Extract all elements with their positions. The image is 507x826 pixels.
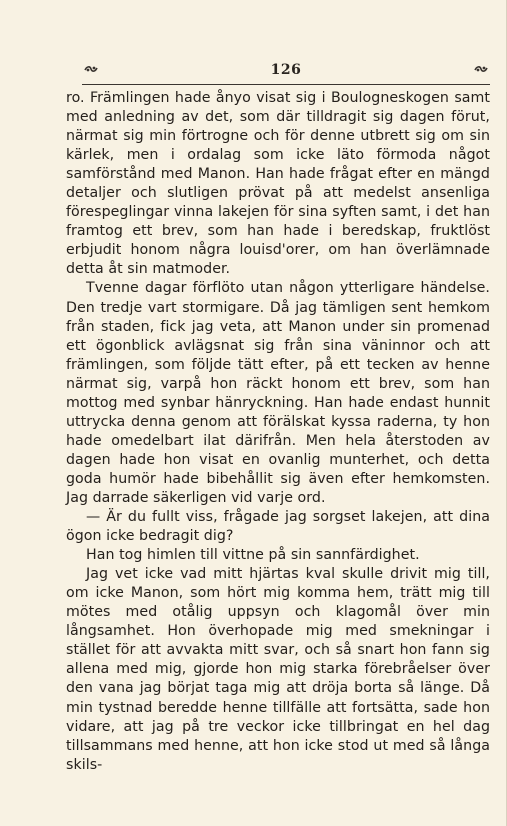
fleuron-ornament-icon bbox=[474, 64, 488, 74]
page-number: 126 bbox=[270, 62, 302, 78]
dialogue-line: — Är du fullt viss, frågade jag sorgset lakejen, att dina ögon icke bedragit dig? bbox=[66, 509, 490, 545]
paragraph: Han tog himlen till vittne på sin sannfärdighet. bbox=[86, 547, 420, 564]
paragraph: Tvenne dagar förflöto utan någon ytterligare händelse. Den tredje vart stormigare. Då jag tämligen sent hemkom från staden, fick jag veta, att Manon under sin promenad ett ögonblick avlägsnat sig från sina väninnor och att främlingen, som följde tätt efter, på ett tecken av henne närmat sig, varpå hon räckt honom ett brev, som han mottog med synbar hänryckning. Han hade endast hunnit uttrycka denna genom att förälskat kyssa raderna, ty hon hade omedelbart ilat därifrån. Men hela återstoden av dagen hade hon visat en ovanlig munterhet, och detta goda humör hade bibehållit sig även efter hemkomsten. Jag darrade säkerligen vid varje ord. bbox=[66, 280, 490, 506]
paragraph-continuation: ro. Främlingen hade ånyo visat sig i Boulogneskogen samt med anledning av det, som där tilldragit sig dagen förut, närmat sig min förtrogne och för denne utbrett sig om sin kärlek, men i ordalag som icke läto förmoda något samförstånd med Manon. Han hade frågat efter en mängd detaljer och slutligen prövat på att medelst ansenliga förespeglingar vinna lakejen för sina syften samt, i det han framtog ett brev, som han hade i beredskap, fruktlöst erbjudit honom några louisd'orer, om han överlämnade detta åt sin matmoder. bbox=[66, 90, 490, 278]
page-body bbox=[66, 89, 490, 775]
paragraph: Jag vet icke vad mitt hjärtas kval skulle drivit mig till, om icke Manon, som hört mig komma hem, trätt mig till mötes med otålig uppsyn och klagomål över min långsamhet. Hon överhopade mig med smekningar i stället för att avvakta mitt svar, och så snart hon fann sig allena med mig, gjorde hon mig starka förebråelser över den vana jag börjat taga mig att dröja borta så länge. Då min tystnad beredde henne tillfälle att fortsätta, sade hon vidare, att jag på tre veckor icke tillbringat en hel dag tillsammans med henne, att hon icke stod ut med så långa skils- bbox=[66, 566, 490, 773]
page-header bbox=[82, 58, 490, 85]
